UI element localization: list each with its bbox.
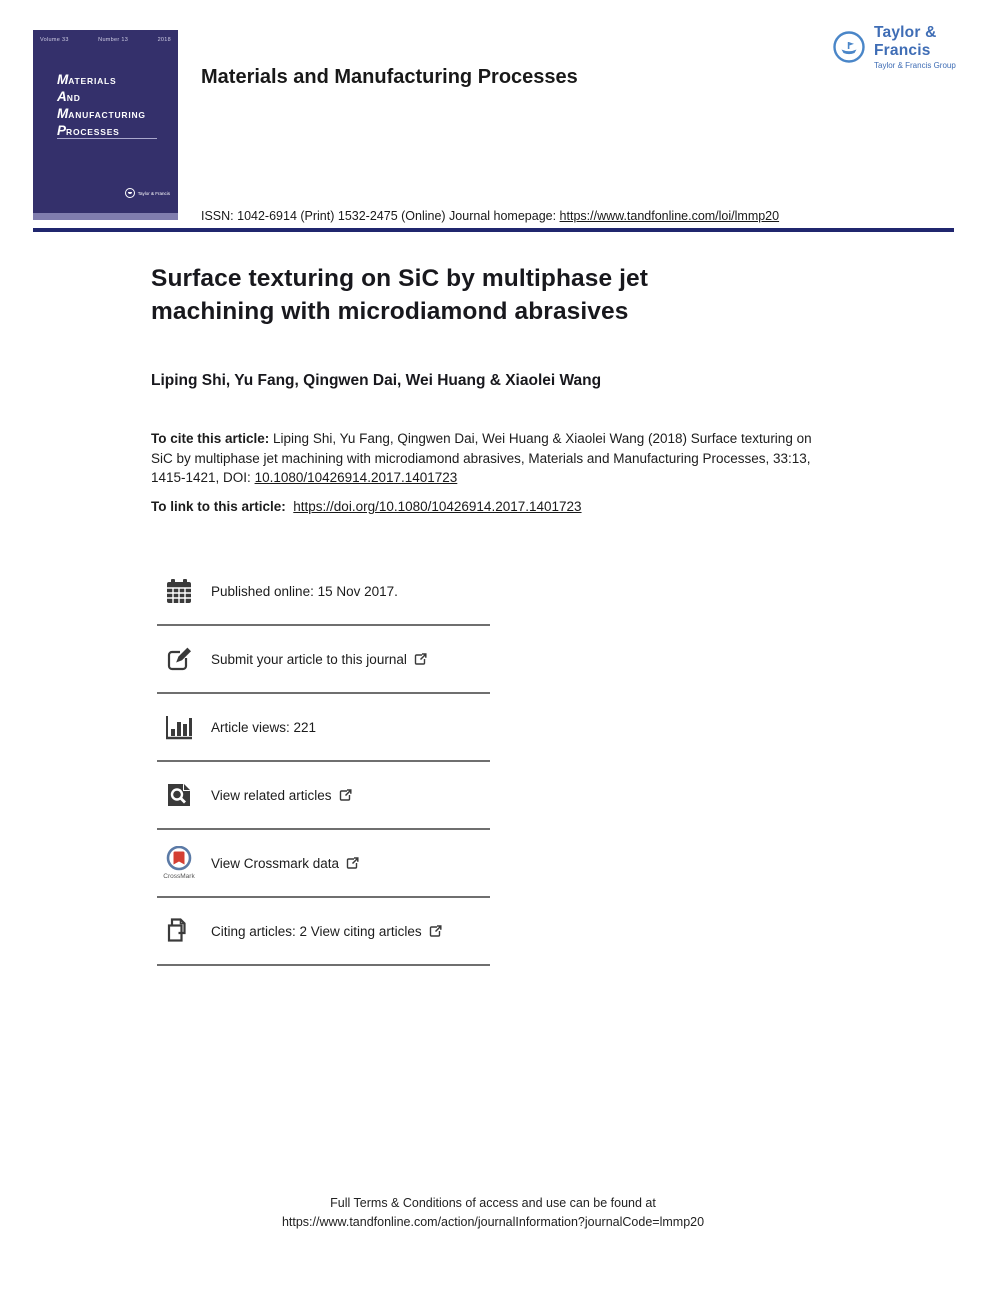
related-articles-icon [162, 780, 196, 810]
footer-terms [0, 1194, 986, 1232]
article-views-label: Article views: 221 [211, 719, 317, 735]
issn-line [201, 209, 779, 223]
cover-publisher-name: Taylor & Francis [137, 190, 170, 196]
article-title-line2: machining with microdiamond abrasives [151, 298, 629, 325]
external-link-icon [339, 789, 352, 802]
crossmark-row[interactable] [157, 830, 490, 898]
cover-volume: Volume 33 [40, 37, 69, 43]
crossmark-caption: CrossMark [163, 873, 195, 880]
external-link-icon [429, 925, 442, 938]
article-title [151, 262, 648, 328]
cover-year: 2018 [157, 37, 171, 43]
article-title-line1: Surface texturing on SiC by multiphase jet [151, 265, 649, 292]
crossmark-icon [162, 846, 196, 880]
doi-link[interactable]: 10.1080/10426914.2017.1401723 [254, 470, 458, 485]
external-link-icon [346, 857, 359, 870]
cite-label: To cite this article: [151, 431, 274, 446]
brand-name: Taylor & Francis [874, 24, 937, 59]
citing-articles-link[interactable]: Citing articles: 2 View citing articles [211, 924, 442, 939]
article-authors: Liping Shi, Yu Fang, Qingwen Dai, Wei Huang & Xiaolei Wang [151, 372, 602, 389]
article-actions [157, 558, 490, 966]
cover-journal-title: MATERIALS AND MANUFACTURING PROCESSES [57, 72, 146, 138]
issn-text: ISSN: 1042-6914 (Print) 1532-2475 (Online) Journal homepage: [201, 209, 560, 223]
cover-issue-meta [40, 37, 171, 43]
journal-homepage-link[interactable]: https://www.tandfonline.com/loi/lmmp20 [559, 209, 780, 223]
published-online-row [157, 558, 490, 626]
citation-block [151, 429, 827, 488]
link-label: To link to this article: [151, 499, 290, 514]
calendar-icon [162, 576, 196, 606]
footer-line1: Full Terms & Conditions of access and use can be found at [330, 1196, 656, 1210]
published-online-label: Published online: 15 Nov 2017. [211, 583, 398, 599]
doi-url-link[interactable]: https://doi.org/10.1080/10426914.2017.1401723 [293, 499, 582, 514]
cover-publisher-logo [125, 188, 170, 198]
citing-articles-row[interactable] [157, 898, 490, 966]
related-articles-row[interactable] [157, 762, 490, 830]
taylor-francis-mini-logo-icon [125, 188, 135, 198]
cover-number: Number 13 [98, 37, 129, 43]
submit-article-row[interactable] [157, 626, 490, 694]
journal-title: Materials and Manufacturing Processes [201, 66, 578, 88]
journal-cover-thumbnail [33, 30, 178, 220]
footer-terms-link[interactable]: https://www.tandfonline.com/action/journalInformation?journalCode=lmmp20 [281, 1215, 705, 1229]
publisher-brand [832, 24, 986, 70]
cover-title-underline [57, 138, 157, 139]
submit-pencil-icon [162, 644, 196, 674]
citing-articles-icon [162, 916, 196, 946]
brand-group: Taylor & Francis Group [874, 61, 956, 70]
external-link-icon [414, 653, 427, 666]
article-views-row [157, 694, 490, 762]
article-link-block [151, 499, 582, 514]
cite-text: Liping Shi, Yu Fang, Qingwen Dai, Wei Huang & Xiaolei Wang (2018) Surface texturing on SiC by multiphase jet machining with microdiamond abrasives, Materials and Manufacturing Processes, 33:13, 1415-1421, DOI: [151, 431, 812, 485]
submit-article-link[interactable]: Submit your article to this journal [211, 652, 427, 667]
taylor-francis-logo-icon [832, 30, 866, 64]
related-articles-link[interactable]: View related articles [211, 788, 352, 803]
cover-bottom-strip [33, 213, 178, 220]
bar-chart-icon [162, 712, 196, 742]
header-divider [33, 228, 954, 232]
crossmark-link[interactable]: View Crossmark data [211, 856, 359, 871]
